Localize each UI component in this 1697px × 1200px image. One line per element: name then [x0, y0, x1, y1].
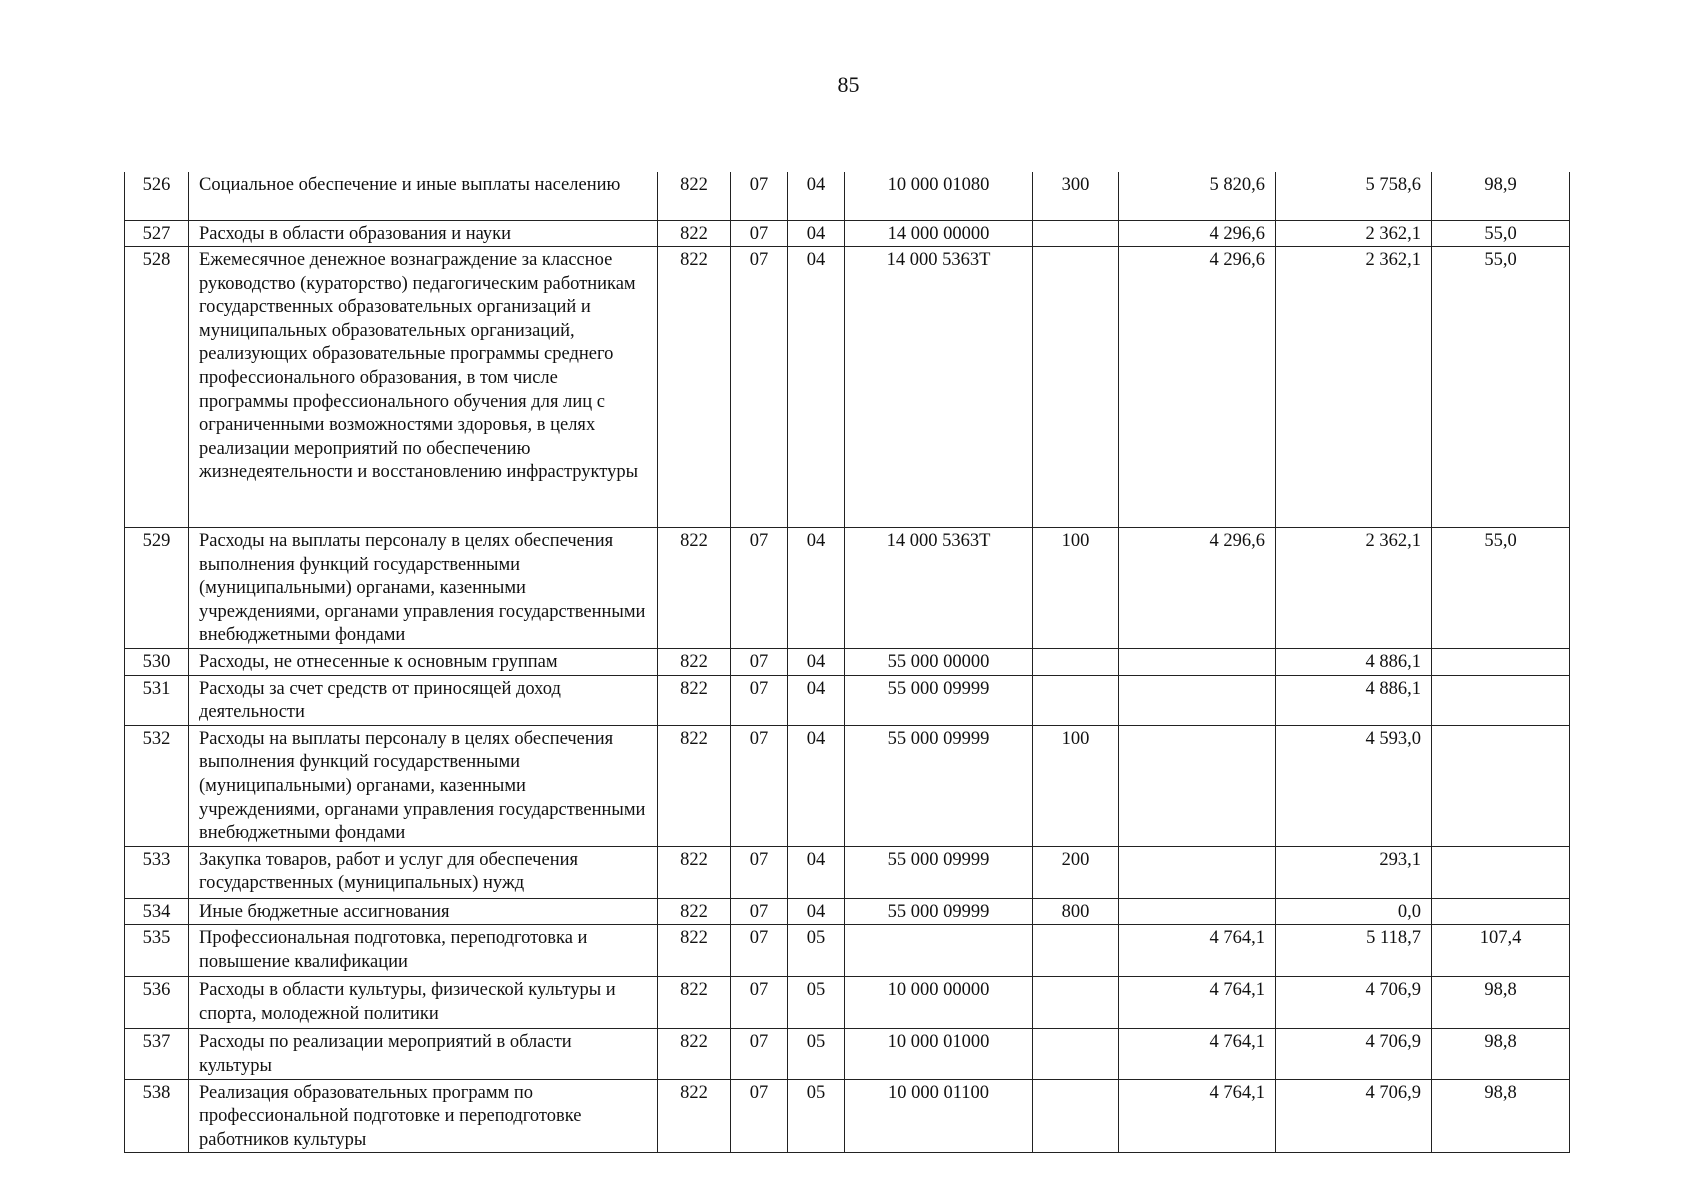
department-code: 822: [658, 898, 731, 925]
expense-name: Расходы, не отнесенные к основным группам: [189, 649, 658, 676]
department-code: 822: [658, 172, 731, 220]
subsection-code: 05: [788, 1079, 845, 1153]
table-row: [125, 675, 1570, 725]
planned-amount: 4 296,6: [1119, 528, 1276, 649]
department-code: 822: [658, 1079, 731, 1153]
department-code: 822: [658, 725, 731, 846]
table-row: [125, 977, 1570, 1029]
department-code: 822: [658, 925, 731, 977]
section-code: 07: [731, 247, 788, 528]
target-article-code: 10 000 00000: [845, 977, 1033, 1029]
actual-amount: 2 362,1: [1276, 247, 1432, 528]
expense-name: Ежемесячное денежное вознаграждение за классное руководство (кураторство) педагогическим работникам государственных образовательных организаций и муниципальных образовательных организаций, реализующих образовательные программы среднего профессионального образования, в том числе программы профессионального обучения для лиц с ограниченными возможностями здоровья, в целях реализации мероприятий по обеспечению жизнедеятельности и восстановлению инфраструктуры: [189, 247, 658, 528]
expense-name: Расходы за счет средств от приносящей доход деятельности: [189, 675, 658, 725]
section-code: 07: [731, 925, 788, 977]
actual-amount: 4 886,1: [1276, 675, 1432, 725]
table-row: [125, 898, 1570, 925]
planned-amount: [1119, 675, 1276, 725]
table-row: [125, 1079, 1570, 1153]
section-code: 07: [731, 528, 788, 649]
execution-percent: 98,8: [1432, 1029, 1570, 1079]
row-number: 534: [125, 898, 189, 925]
planned-amount: 4 764,1: [1119, 1029, 1276, 1079]
row-number: 527: [125, 220, 189, 247]
department-code: 822: [658, 649, 731, 676]
expense-name: Профессиональная подготовка, переподготовка и повышение квалификации: [189, 925, 658, 977]
row-number: 537: [125, 1029, 189, 1079]
row-number: 529: [125, 528, 189, 649]
subsection-code: 05: [788, 925, 845, 977]
department-code: 822: [658, 675, 731, 725]
actual-amount: 5 758,6: [1276, 172, 1432, 220]
planned-amount: 5 820,6: [1119, 172, 1276, 220]
expense-type-code: [1033, 1079, 1119, 1153]
subsection-code: 04: [788, 528, 845, 649]
target-article-code: 55 000 09999: [845, 675, 1033, 725]
subsection-code: 04: [788, 846, 845, 898]
execution-percent: [1432, 649, 1570, 676]
row-number: 536: [125, 977, 189, 1029]
target-article-code: 14 000 5363Т: [845, 247, 1033, 528]
execution-percent: 98,8: [1432, 977, 1570, 1029]
target-article-code: 10 000 01080: [845, 172, 1033, 220]
actual-amount: 4 706,9: [1276, 977, 1432, 1029]
planned-amount: 4 764,1: [1119, 977, 1276, 1029]
actual-amount: 4 706,9: [1276, 1079, 1432, 1153]
expense-name: Расходы на выплаты персоналу в целях обеспечения выполнения функций государственными (муниципальными) органами, казенными учреждениями, органами управления государственными внебюджетными фондами: [189, 725, 658, 846]
table-row: [125, 725, 1570, 846]
target-article-code: 55 000 00000: [845, 649, 1033, 676]
actual-amount: 5 118,7: [1276, 925, 1432, 977]
execution-percent: 98,8: [1432, 1079, 1570, 1153]
execution-percent: [1432, 725, 1570, 846]
expense-type-code: 800: [1033, 898, 1119, 925]
table-row: [125, 649, 1570, 676]
table-body: [125, 172, 1570, 1153]
actual-amount: 4 886,1: [1276, 649, 1432, 676]
actual-amount: 0,0: [1276, 898, 1432, 925]
row-number: 538: [125, 1079, 189, 1153]
target-article-code: 55 000 09999: [845, 846, 1033, 898]
planned-amount: [1119, 649, 1276, 676]
subsection-code: 05: [788, 1029, 845, 1079]
section-code: 07: [731, 220, 788, 247]
section-code: 07: [731, 1029, 788, 1079]
execution-percent: [1432, 675, 1570, 725]
execution-percent: 55,0: [1432, 528, 1570, 649]
actual-amount: 293,1: [1276, 846, 1432, 898]
section-code: 07: [731, 898, 788, 925]
subsection-code: 04: [788, 220, 845, 247]
department-code: 822: [658, 220, 731, 247]
expense-name: Расходы в области культуры, физической культуры и спорта, молодежной политики: [189, 977, 658, 1029]
execution-percent: 107,4: [1432, 925, 1570, 977]
department-code: 822: [658, 247, 731, 528]
subsection-code: 04: [788, 675, 845, 725]
page-number: 85: [837, 72, 860, 97]
expense-type-code: 200: [1033, 846, 1119, 898]
department-code: 822: [658, 1029, 731, 1079]
planned-amount: 4 296,6: [1119, 220, 1276, 247]
table-row: [125, 220, 1570, 247]
table-row: [125, 247, 1570, 528]
row-number: 530: [125, 649, 189, 676]
execution-percent: 55,0: [1432, 220, 1570, 247]
planned-amount: 4 296,6: [1119, 247, 1276, 528]
subsection-code: 05: [788, 977, 845, 1029]
department-code: 822: [658, 846, 731, 898]
department-code: 822: [658, 977, 731, 1029]
section-code: 07: [731, 1079, 788, 1153]
row-number: 533: [125, 846, 189, 898]
target-article-code: 55 000 09999: [845, 898, 1033, 925]
expense-type-code: [1033, 1029, 1119, 1079]
subsection-code: 04: [788, 725, 845, 846]
execution-percent: [1432, 898, 1570, 925]
budget-table: [124, 172, 1570, 1153]
department-code: 822: [658, 528, 731, 649]
row-number: 528: [125, 247, 189, 528]
expense-type-code: [1033, 220, 1119, 247]
expense-type-code: [1033, 925, 1119, 977]
target-article-code: 10 000 01000: [845, 1029, 1033, 1079]
table-row: [125, 846, 1570, 898]
expense-type-code: 300: [1033, 172, 1119, 220]
planned-amount: 4 764,1: [1119, 1079, 1276, 1153]
row-number: 526: [125, 172, 189, 220]
section-code: 07: [731, 725, 788, 846]
actual-amount: 4 706,9: [1276, 1029, 1432, 1079]
subsection-code: 04: [788, 247, 845, 528]
expense-name: Расходы по реализации мероприятий в области культуры: [189, 1029, 658, 1079]
execution-percent: 98,9: [1432, 172, 1570, 220]
planned-amount: 4 764,1: [1119, 925, 1276, 977]
execution-percent: 55,0: [1432, 247, 1570, 528]
target-article-code: 55 000 09999: [845, 725, 1033, 846]
expense-type-code: [1033, 977, 1119, 1029]
actual-amount: 4 593,0: [1276, 725, 1432, 846]
subsection-code: 04: [788, 898, 845, 925]
table-row: [125, 172, 1570, 220]
execution-percent: [1432, 846, 1570, 898]
section-code: 07: [731, 649, 788, 676]
expense-name: Иные бюджетные ассигнования: [189, 898, 658, 925]
planned-amount: [1119, 898, 1276, 925]
expense-name: Расходы в области образования и науки: [189, 220, 658, 247]
target-article-code: [845, 925, 1033, 977]
table-row: [125, 528, 1570, 649]
expense-name: Закупка товаров, работ и услуг для обеспечения государственных (муниципальных) нужд: [189, 846, 658, 898]
table-row: [125, 1029, 1570, 1079]
section-code: 07: [731, 977, 788, 1029]
table-row: [125, 925, 1570, 977]
row-number: 532: [125, 725, 189, 846]
target-article-code: 14 000 00000: [845, 220, 1033, 247]
expense-type-code: [1033, 675, 1119, 725]
subsection-code: 04: [788, 172, 845, 220]
row-number: 535: [125, 925, 189, 977]
subsection-code: 04: [788, 649, 845, 676]
section-code: 07: [731, 172, 788, 220]
expense-type-code: 100: [1033, 725, 1119, 846]
expense-type-code: [1033, 649, 1119, 676]
expense-name: Социальное обеспечение и иные выплаты населению: [189, 172, 658, 220]
section-code: 07: [731, 846, 788, 898]
expense-type-code: [1033, 247, 1119, 528]
expense-type-code: 100: [1033, 528, 1119, 649]
target-article-code: 10 000 01100: [845, 1079, 1033, 1153]
expense-name: Расходы на выплаты персоналу в целях обеспечения выполнения функций государственными (муниципальными) органами, казенными учреждениями, органами управления государственными внебюджетными фондами: [189, 528, 658, 649]
actual-amount: 2 362,1: [1276, 528, 1432, 649]
expense-name: Реализация образовательных программ по профессиональной подготовке и переподготовке работников культуры: [189, 1079, 658, 1153]
row-number: 531: [125, 675, 189, 725]
target-article-code: 14 000 5363Т: [845, 528, 1033, 649]
planned-amount: [1119, 725, 1276, 846]
planned-amount: [1119, 846, 1276, 898]
section-code: 07: [731, 675, 788, 725]
actual-amount: 2 362,1: [1276, 220, 1432, 247]
